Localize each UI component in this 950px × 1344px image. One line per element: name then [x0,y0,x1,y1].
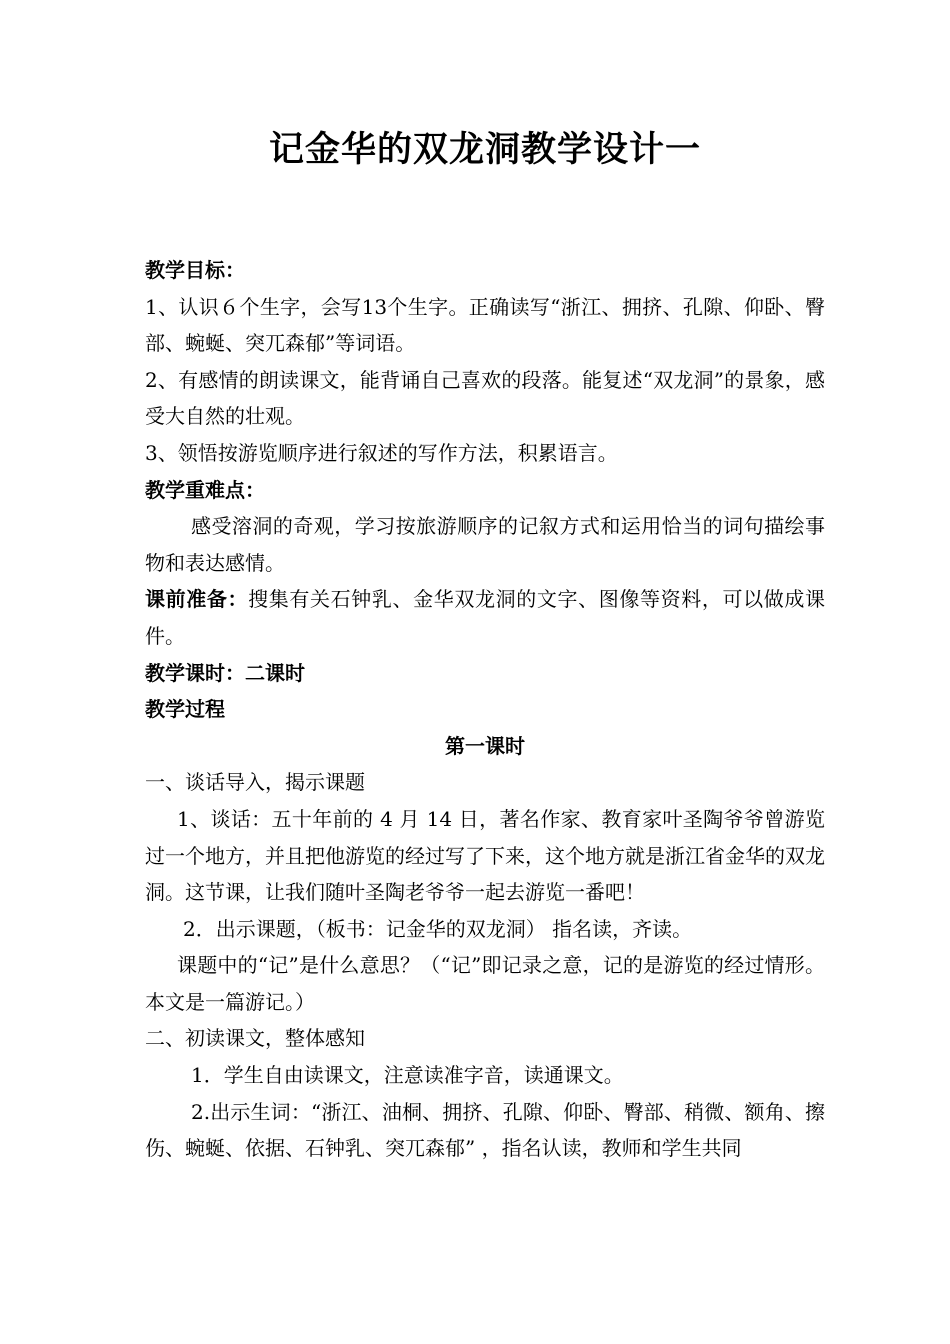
process-heading: 教学过程 [145,697,225,722]
preparation-paragraph [145,581,825,654]
lesson-one-heading: 第一课时 [445,733,525,758]
page-title: 记金华的双龙洞教学设计一 [268,130,701,170]
part-one-item-2: 2．出示课题，（板书：记金华的双龙洞） 指名读，齐读。 [183,916,693,941]
key-points-text: 感受溶洞的奇观，学习按旅游顺序的记叙方式和运用恰当的词句描绘事物和表达感情。 [145,514,825,575]
document-body [145,252,825,1167]
objectives-heading: 教学目标： [145,258,245,282]
preparation-text: 搜集有关石钟乳、金华双龙洞的文字、图像等资料，可以做成课件。 [145,587,825,648]
objective-item-3: 3、领悟按游览顺序进行叙述的写作方法，积累语言。 [145,440,618,465]
part-two-heading: 二、初读课文，整体感知 [145,1026,365,1051]
part-two-item-2: 2.出示生词：“浙江、油桐、拥挤、孔隙、仰卧、臀部、稍微、额角、擦伤、蜿蜒、依据、石钟乳、突兀森郁” ，指名认读，教师和学生共同 [145,1099,825,1161]
objective-item-2: 2、有感情的朗读课文，能背诵自己喜欢的段落。能复述“双龙洞”的景象，感受大自然的壮观。 [145,367,825,429]
part-one-item-3: 课题中的“记”是什么意思？（“记”即记录之意，记的是游览的经过情形。本文是一篇游记。） [145,953,825,1014]
part-two-item-1: 1．学生自由读课文，注意读准字音，读通课文。 [191,1063,624,1088]
objective-item-1: 1、认识６个生字，会写13个生字。正确读写“浙江、拥挤、孔隙、仰卧、臀部、蜿蜒、突兀森郁”等词语。 [145,294,825,356]
periods-heading: 教学课时：二课时 [145,660,305,685]
part-one-heading: 一、谈话导入，揭示课题 [145,770,365,795]
preparation-label: 课前准备： [145,587,249,612]
key-points-heading: 教学重难点： [145,477,265,502]
part-one-item-1: 1、谈话：五十年前的 4 月 14 日，著名作家、教育家叶圣陶爷爷曾游览过一个地方，并且把他游览的经过写了下来，这个地方就是浙江省金华的双龙洞。这节课，让我们随叶圣陶老爷爷一起去游览一番吧！ [145,806,825,905]
